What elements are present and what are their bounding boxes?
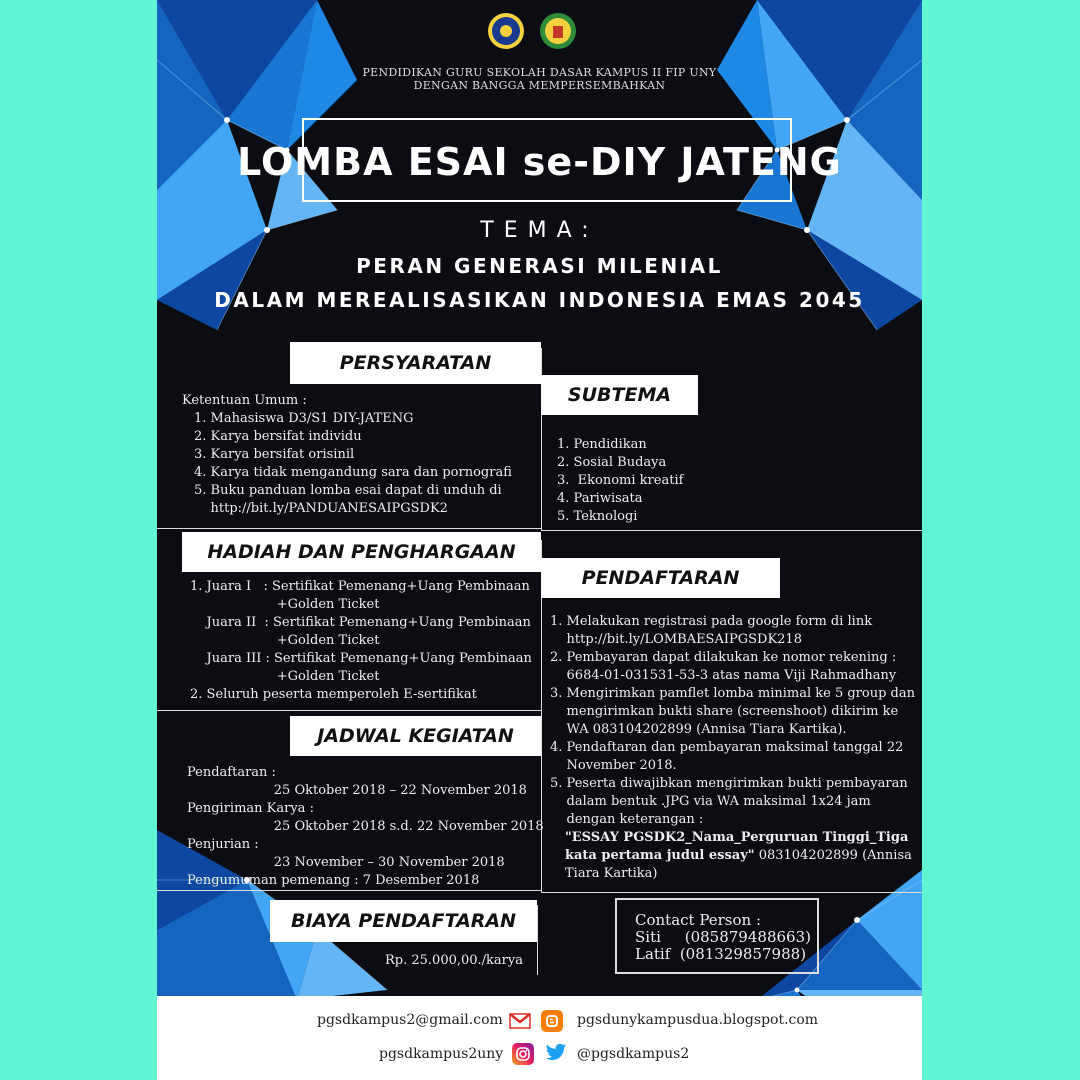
instagram-handle[interactable]: pgsdkampus2uny [379,1046,504,1062]
gmail-icon [509,1010,531,1032]
hadiah-heading: HADIAH DAN PENGHARGAAN [182,532,541,572]
list-item: 5. Teknologi [557,509,638,524]
schedule-date: 25 Oktober 2018 s.d. 22 November 2018 [187,819,544,834]
contact-latif: Latif (081329857988) [635,945,807,963]
poster [157,0,922,1080]
persyaratan-intro: Ketentuan Umum : [182,393,307,408]
list-item: 2. Pembayaran dapat dilakukan ke nomor rekening : [550,650,897,665]
schedule-label: Pengiriman Karya : [187,801,314,816]
list-item: 4. Karya tidak mengandung sara dan pornografi [194,465,512,480]
biaya-amount: Rp. 25.000,00./karya [385,953,523,968]
list-item: 4. Pariwisata [557,491,643,506]
subtema-heading: SUBTEMA [541,375,698,415]
list-item: http://bit.ly/LOMBAESAIPGSDK218 [550,632,802,647]
theme-line-2: DALAM MEREALISASIKAN INDONESIA EMAS 2045 [214,288,865,312]
schedule-date: 23 November – 30 November 2018 [187,855,505,870]
list-item: 3. Ekonomi kreatif [557,473,684,488]
theme-label: TEMA: [480,218,599,243]
pendaftaran-text [550,613,915,883]
list-item: 6684-01-031531-53-3 atas nama Viji Rahmadhany [550,668,897,683]
email-link[interactable]: pgsdkampus2@gmail.com [317,1012,503,1028]
contact-title: Contact Person : [635,911,762,929]
uny-logo [487,12,525,50]
hadiah-text [190,578,532,704]
caption-format-suffix: 083104202899 (Annisa [754,848,912,863]
schedule-label: Pengumuman pemenang : 7 Desember 2018 [187,873,480,888]
twitter-icon [545,1042,567,1064]
list-item: November 2018. [550,758,677,773]
list-item: WA 083104202899 (Annisa Tiara Kartika). [550,722,847,737]
list-item: 2. Karya bersifat individu [194,429,362,444]
schedule-date: 25 Oktober 2018 – 22 November 2018 [187,783,527,798]
list-item: Juara II : Sertifikat Pemenang+Uang Pembinaan [190,615,531,630]
list-item: 4. Pendaftaran dan pembayaran maksimal tanggal 22 [550,740,904,755]
organizer-line-2: DENGAN BANGGA MEMPERSEMBAHKAN [413,79,666,92]
pendaftaran-heading: PENDAFTARAN [541,558,780,598]
schedule-label: Pendaftaran : [187,765,276,780]
jadwal-text [187,764,544,890]
twitter-handle[interactable]: @pgsdkampus2 [577,1046,690,1062]
list-item: dengan keterangan : [550,812,704,827]
contact-siti: Siti (085879488663) [635,928,811,946]
list-item: +Golden Ticket [190,597,380,612]
pgsd-logo [539,12,577,50]
organizer-line-1: PENDIDIKAN GURU SEKOLAH DASAR KAMPUS II FIP UNY [362,66,717,79]
list-item: +Golden Ticket [190,633,380,648]
organizer-text [157,66,922,92]
list-item: 1. Pendidikan [557,437,647,452]
schedule-label: Penjurian : [187,837,259,852]
list-item: mengirimkan bukti share (screenshoot) dikirim ke [550,704,899,719]
caption-format-line-1: "ESSAY PGSDK2_Nama_Perguruan Tinggi_Tiga [565,830,909,845]
list-item: +Golden Ticket [190,669,380,684]
list-item: Juara III : Sertifikat Pemenang+Uang Pembinaan [190,651,532,666]
persyaratan-text [182,392,512,518]
blog-link[interactable]: pgsdunykampusdua.blogspot.com [577,1012,819,1028]
list-item: 5. Peserta diwajibkan mengirimkan bukti pembayaran [550,776,908,791]
caption-format-line-2: kata pertama judul essay" [565,848,755,863]
caption-format-line-3: Tiara Kartika) [565,866,658,881]
footer [157,996,922,1080]
theme-line-1: PERAN GENERASI MILENIAL [356,254,723,278]
list-item: 2. Seluruh peserta memperoleh E-sertifikat [190,687,477,702]
list-item: 3. Mengirimkan pamflet lomba minimal ke 5 group dan [550,686,915,701]
list-item: 1. Melakukan registrasi pada google form di link [550,614,873,629]
contact-person-box [615,898,819,974]
logo-group [487,12,577,50]
jadwal-heading: JADWAL KEGIATAN [290,716,541,756]
subtema-list [557,436,683,526]
biaya-heading: BIAYA PENDAFTARAN [270,900,537,942]
instagram-icon [512,1043,534,1065]
list-item: 2. Sosial Budaya [557,455,667,470]
list-item: 1. Mahasiswa D3/S1 DIY-JATENG [194,411,414,426]
list-item: 1. Juara I : Sertifikat Pemenang+Uang Pembinaan [190,579,530,594]
blogger-icon [541,1010,563,1032]
list-item: 3. Karya bersifat orisinil [194,447,355,462]
event-title: LOMBA ESAI se-DIY JATENG [237,140,842,184]
list-item: 5. Buku panduan lomba esai dapat di unduh di [194,483,502,498]
list-item: http://bit.ly/PANDUANESAIPGSDK2 [194,501,448,516]
persyaratan-heading: PERSYARATAN [290,342,541,384]
list-item: dalam bentuk .JPG via WA maksimal 1x24 jam [550,794,871,809]
